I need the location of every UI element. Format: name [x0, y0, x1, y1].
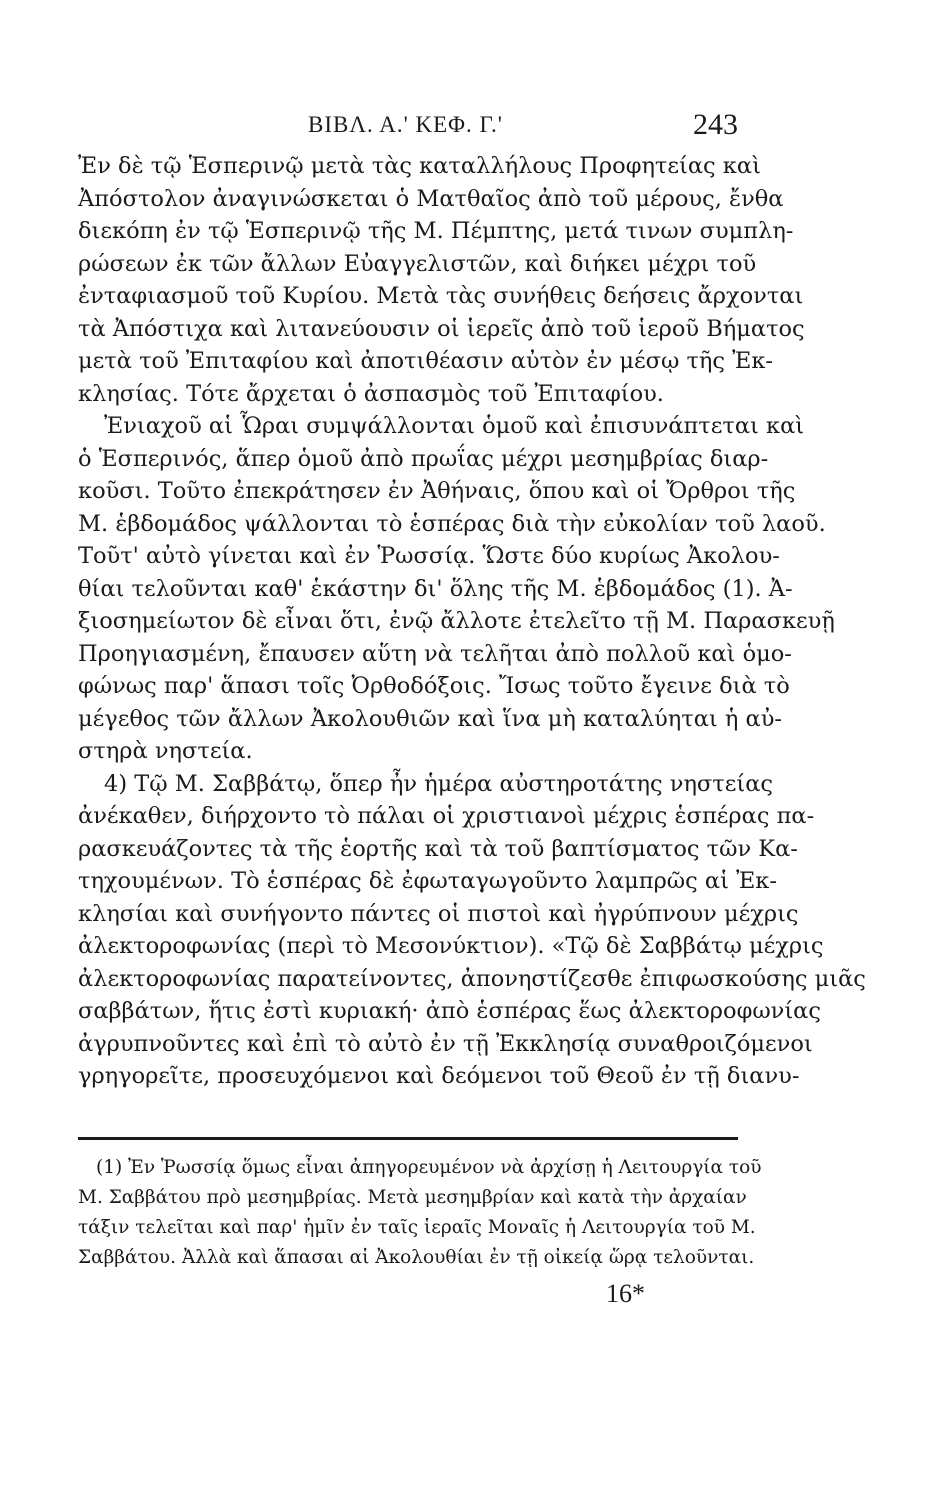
text-line: διεκόπη ἐν τῷ Ἑσπερινῷ τῆς Μ. Πέμπτης, μετά τινων συμπλη-: [78, 218, 794, 244]
text-line: ἐνταφιασμοῦ τοῦ Κυρίου. Μετὰ τὰς συνήθεις δεήσεις ἄρχονται: [78, 283, 804, 309]
text-line: φώνως παρ' ἅπασι τοῖς Ὀρθοδόξοις. Ἴσως τοῦτο ἔγεινε διὰ τὸ: [78, 673, 790, 699]
page-header: [78, 108, 738, 148]
text-line: ξιοσημείωτον δὲ εἶναι ὅτι, ἐνῷ ἄλλοτε ἐτελεῖτο τῇ Μ. Παρασκευῇ: [78, 608, 835, 634]
text-line: ἀγρυπνοῦντες καὶ ἐπὶ τὸ αὐτὸ ἐν τῇ Ἐκκλησίᾳ συναθροιζόμενοι: [78, 1030, 813, 1057]
text-line: κλησίαι καὶ συνήγοντο πάντες οἱ πιστοὶ καὶ ἠγρύπνουν μέχρις: [78, 900, 799, 927]
text-line: γρηγορεῖτε, προσευχόμενοι καὶ δεόμενοι τοῦ Θεοῦ ἐν τῇ διανυ-: [78, 1063, 800, 1089]
text-line: θίαι τελοῦνται καθ' ἑκάστην δι' ὅλης τῆς Μ. ἑβδομάδος (1). Ἀ-: [78, 575, 793, 602]
text-line: κλησίας. Τότε ἄρχεται ὁ ἀσπασμὸς τοῦ Ἐπιταφίου.: [78, 380, 664, 407]
footnote-divider: [78, 1137, 738, 1140]
text-line: ρασκευάζοντες τὰ τῆς ἑορτῆς καὶ τὰ τοῦ βαπτίσματος τῶν Κα-: [78, 835, 798, 862]
text-line: ρώσεων ἐκ τῶν ἄλλων Εὐαγγελιστῶν, καὶ διήκει μέχρι τοῦ: [78, 250, 757, 277]
text-line: ἀλεκτοροφωνίας παρατείνοντες, ἀπονηστίζεσθε ἐπιφωσκούσης μιᾶς: [78, 965, 866, 992]
text-line: Ἀπόστολον ἀναγινώσκεται ὁ Ματθαῖος ἀπὸ τοῦ μέρους, ἔνθα: [78, 185, 784, 212]
signature-mark: 16*: [606, 1279, 645, 1308]
footnotes: [78, 1153, 762, 1273]
body-text: [78, 150, 866, 1093]
text-line: σαββάτων, ἥτις ἐστὶ κυριακή· ἀπὸ ἑσπέρας ἕως ἀλεκτοροφωνίας: [78, 998, 821, 1024]
running-title: ΒΙΒΛ. Α.' ΚΕΦ. Γ.': [308, 112, 503, 137]
text-line: μετὰ τοῦ Ἐπιταφίου καὶ ἀποτιθέασιν αὐτὸν ἐν μέσῳ τῆς Ἐκ-: [78, 348, 774, 374]
footnote-line: (1) Ἐν Ῥωσσίᾳ ὅμως εἶναι ἀπηγορευμένον νὰ ἀρχίσῃ ἡ Λειτουργία τοῦ: [96, 1157, 762, 1178]
footnote-line: Μ. Σαββάτου πρὸ μεσημβρίας. Μετὰ μεσημβρίαν καὶ κατὰ τὴν ἀρχαίαν: [78, 1187, 747, 1208]
text-line: 4) Τῷ Μ. Σαββάτῳ, ὅπερ ἦν ἡμέρα αὐστηροτάτης νηστείας: [104, 770, 774, 797]
text-line: μέγεθος τῶν ἄλλων Ἀκολουθιῶν καὶ ἵνα μὴ καταλύηται ἡ αὐ-: [78, 705, 783, 732]
text-line: Μ. ἑβδομάδος ψάλλονται τὸ ἑσπέρας διὰ τὴν εὐκολίαν τοῦ λαοῦ.: [78, 510, 826, 537]
text-line: τηχουμένων. Τὸ ἑσπέρας δὲ ἐφωταγωγοῦντο λαμπρῶς αἱ Ἐκ-: [78, 868, 777, 894]
text-line: τὰ Ἀπόστιχα καὶ λιτανεύουσιν οἱ ἱερεῖς ἀπὸ τοῦ ἱεροῦ Βήματος: [78, 315, 805, 342]
page-number: 243: [693, 108, 738, 141]
text-line: ὁ Ἑσπερινός, ἅπερ ὁμοῦ ἀπὸ πρωΐας μέχρι μεσημβρίας διαρ-: [78, 445, 769, 472]
text-line: ἀλεκτοροφωνίας (περὶ τὸ Μεσονύκτιον). «Τῷ δὲ Σαββάτῳ μέχρις: [78, 933, 824, 959]
text-line: Τοῦτ' αὐτὸ γίνεται καὶ ἐν Ῥωσσίᾳ. Ὥστε δύο κυρίως Ἀκολου-: [78, 543, 780, 569]
footnote-line: Σαββάτου. Ἀλλὰ καὶ ἅπασαι αἱ Ἀκολουθίαι ἐν τῇ οἰκείᾳ ὥρᾳ τελοῦνται.: [78, 1247, 755, 1268]
text-line: κοῦσι. Τοῦτο ἐπεκράτησεν ἐν Ἀθήναις, ὅπου καὶ οἱ Ὄρθροι τῆς: [78, 478, 796, 504]
text-line: στηρὰ νηστεία.: [78, 738, 253, 764]
text-line: ἀνέκαθεν, διήρχοντο τὸ πάλαι οἱ χριστιανοὶ μέχρις ἑσπέρας πα-: [78, 803, 815, 829]
text-line: Ἐν δὲ τῷ Ἑσπερινῷ μετὰ τὰς καταλλήλους Προφητείας καὶ: [78, 153, 761, 179]
text-line: Προηγιασμένη, ἔπαυσεν αὕτη νὰ τελῆται ἀπὸ πολλοῦ καὶ ὁμο-: [78, 640, 792, 667]
text-line: Ἐνιαχοῦ αἱ Ὧραι συμψάλλονται ὁμοῦ καὶ ἐπισυνάπτεται καὶ: [104, 413, 805, 439]
footnote-line: τάξιν τελεῖται καὶ παρ' ἡμῖν ἐν ταῖς ἱεραῖς Μοναῖς ἡ Λειτουργία τοῦ Μ.: [78, 1217, 756, 1238]
